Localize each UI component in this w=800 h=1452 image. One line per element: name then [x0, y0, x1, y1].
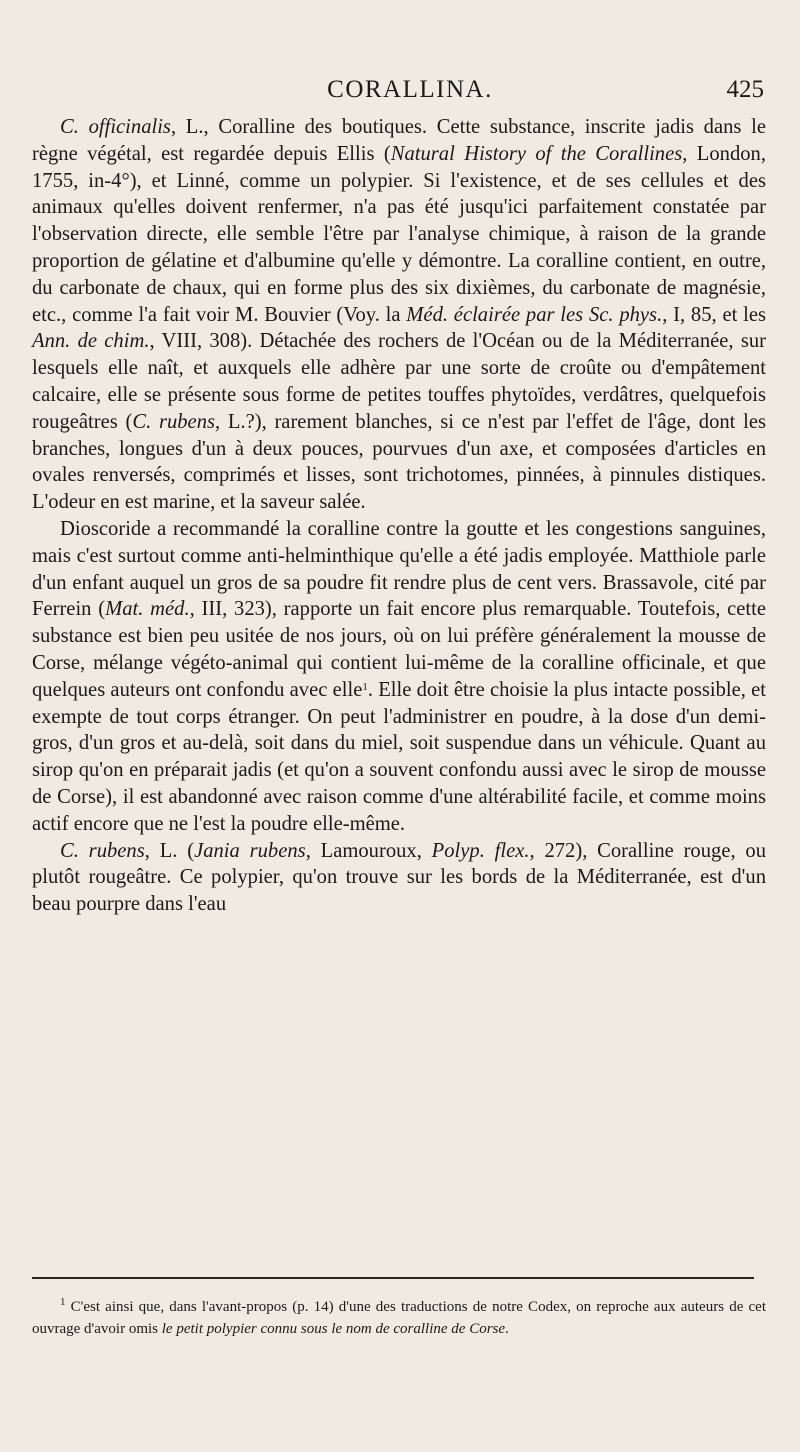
text-run: , VIII, 308). Détachée des rochers de l'Océan ou de la Méditerranée, sur lesquels elle naît, et auxquels elle adhère par une sorte de croûte ou d'empâtement calcaire, elle se présente sous forme de petites touffes phytoïdes, verdâtres, quelquefois rougeâtres (: [32, 330, 766, 433]
text-run: , I, 85, et les: [662, 303, 766, 326]
italic-run: Ann. de chim.: [32, 330, 150, 353]
text-run: , L., Coralline des boutiques. Cette substance, inscrite jadis dans le règne végétal, est regardée depuis Ellis (: [32, 116, 766, 165]
text-run: Dioscoride a recommandé la coralline contre la goutte et les congestions sanguines, mais c'est surtout comme anti-helminthique qu'elle a été jadis employée. Matthiole parle d'un enfant auquel un gros de sa poudre fit rendre plus de cent vers. Brassavole, cité par Ferrein (: [32, 517, 766, 621]
text-run: .: [505, 1321, 509, 1337]
text-run: C'est ainsi que, dans l'avant-propos (p. 14) d'une des traductions de notre Codex, on reproche aux auteurs de cet ouvrage d'avoir omis: [32, 1299, 766, 1337]
paragraph-officinalis: [32, 114, 766, 516]
footnote-marker: 1: [60, 1296, 66, 1308]
italic-run: Natural History of the Corallines: [390, 142, 683, 165]
italic-run: C. rubens: [60, 839, 145, 862]
italic-run: le petit polypier connu sous le nom de coralline de Corse: [161, 1321, 506, 1337]
footnote-1: [32, 1296, 766, 1340]
text-run: , Lamouroux,: [305, 839, 432, 862]
page-number: 425: [726, 76, 764, 103]
text-run: . Elle doit être choisie la plus intacte possible, et exempte de tout corps étranger. On peut l'administrer en poudre, à la dose d'un demi-gros, d'un gros et au-delà, soit dans du miel, soit suspendue dans un véhicule. Quant au sirop qu'on en préparait jadis (et qu'on a souvent confondu aussi avec le sirop de mousse de Corse), il est abandonné avec raison comme d'une altérabilité facile, et comme moins actif encore que ne l'est la poudre elle-même.: [32, 678, 767, 835]
running-head: CORALLINA.: [327, 76, 493, 103]
italic-run: Mat. méd.: [105, 598, 190, 621]
italic-run: C. rubens: [132, 410, 215, 433]
page-header: [0, 76, 800, 112]
italic-run: C. officinalis: [60, 116, 171, 138]
text-run: , 272), Coralline rouge, ou plutôt rougeâtre. Ce polypier, qu'on trouve sur les bords de la Méditerranée, est d'un beau pourpre dans l'eau: [32, 839, 766, 916]
italic-run: Méd. éclairée par les Sc. phys.: [406, 303, 663, 326]
footnote-rule: [32, 1277, 754, 1279]
text-run: , L.?), rarement blanches, si ce n'est par l'effet de l'âge, dont les branches, longues d'un à deux pouces, pourvues d'un axe, et composées d'articles en ovales renversés, comprimés et lisses, sont trichotomes, pinnées, à pinnules distiques. L'odeur en est marine, et la saveur salée.: [32, 410, 766, 514]
footnote-marker: 1: [362, 680, 368, 693]
italic-run: Jania rubens: [194, 839, 306, 862]
italic-run: Polyp. flex.: [431, 839, 530, 862]
text-run: , III, 323), rapporte un fait encore plus remarquable. Toutefois, cette substance est bien peu usitée de nos jours, où on lui préfère généralement la mousse de Corse, mélange végéto-animal qui contient lui-même de la coralline officinale, et que quelques auteurs ont confondu avec elle: [32, 598, 766, 701]
text-run: , London, 1755, in-4°), et Linné, comme un polypier. Si l'existence, et de ses cellules et des animaux qu'elles doivent renfermer, n'a pas été jusqu'ici parfaitement constatée par l'observation directe, elle semble l'être par l'analyse chimique, à raison de la grande proportion de gélatine et d'albumine qu'elle y démontre. La coralline contient, en outre, du carbonate de chaux, qui en forme plus des six dixièmes, du carbonate de magnésie, etc., comme l'a fait voir M. Bouvier (Voy. la: [32, 142, 766, 326]
paragraph-dioscoride: [32, 516, 766, 838]
footnotes: [32, 1296, 766, 1340]
paragraph-rubens: [32, 838, 766, 918]
body-text: [32, 114, 766, 918]
text-run: , L. (: [144, 839, 195, 862]
